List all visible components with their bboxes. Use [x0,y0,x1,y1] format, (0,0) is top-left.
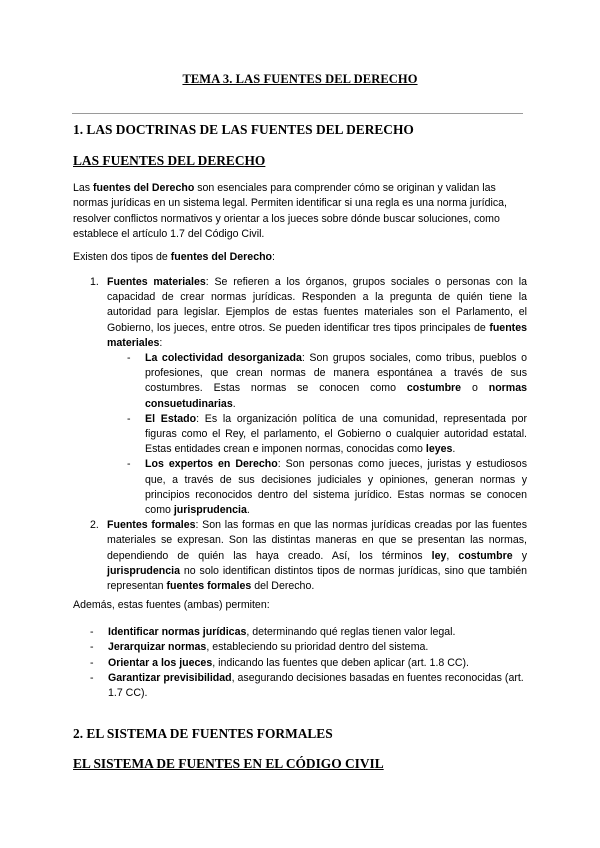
dash-bullet: - [127,412,131,425]
list-item: 1. Fuentes materiales: Se refieren a los órganos, grupos sociales o personas con la capacidad de crear normas jurídicas. Responden a la pregunta de quién tiene la autoridad para legislar. Ejemplos de estas fuentes materiales son el Parlamento, el Gobierno, los jueces, entre otros. Se pueden identificar tres tipos principales de fuentes materiales: [90,276,527,349]
list-item: - Orientar a los jueces, indicando las fuentes que deben aplicar (art. 1.8 CC). [90,656,527,671]
dash-bullet: - [127,458,131,471]
bold-term: fuentes del Derecho [170,251,273,263]
section-1-subheading: LAS FUENTES DEL DERECHO [73,153,266,168]
list-item: 2. Fuentes formales: Son las formas en que las normas jurídicas creadas por las fuentes materiales se expresan. Son las distintas maneras en que se presentan las normas, dependiendo de quién las haya creado. Así, los términos ley, costumbre y jurisprudencia no solo identifican distintos tipos de normas jurídicas, sino que también representan fuentes formales del Derecho. [90,519,527,593]
sub-item-label: El Estado [145,412,197,425]
sub-item-label: La colectividad desorganizada [145,352,302,365]
sub-list-item: - La colectividad desorganizada: Son grupos sociales, como tribus, pueblos o profesiones, que crean normas de manera espontánea a través de sus costumbres. Estas normas se conocen como costumbre o normas consuetudinarias. [127,352,528,410]
dash-bullet: - [90,656,94,669]
list-item: - Identificar normas jurídicas, determinando qué reglas tienen valor legal. [90,625,527,640]
dash-bullet: - [127,352,131,365]
list-number: 1. [90,276,99,288]
list-item: - Jerarquizar normas, estableciendo su prioridad dentro del sistema. [90,640,527,655]
also-intro-paragraph: Además, estas fuentes (ambas) permiten: [73,599,270,611]
dash-bullet: - [90,671,94,684]
section-2-subheading: EL SISTEMA DE FUENTES EN EL CÓDIGO CIVIL [73,756,384,771]
list-item-label: Orientar a los jueces [108,656,213,669]
list-item-label: Fuentes materiales [107,276,206,288]
types-intro-paragraph: Existen dos tipos de fuentes del Derecho: [73,251,275,263]
list-item-label: Garantizar previsibilidad [108,671,232,684]
section-1-heading: 1. LAS DOCTRINAS DE LAS FUENTES DEL DERECHO [73,122,414,137]
list-item-label: Jerarquizar normas [108,641,207,654]
types-ordered-list [90,275,527,594]
section-2-heading: 2. EL SISTEMA DE FUENTES FORMALES [73,726,333,741]
sub-list-item: - Los expertos en Derecho: Son personas como jueces, juristas y estudiosos que, a través de sus decisiones judiciales y opiniones, generan normas y principios reconocidos dentro del sistema jurídico. Estas normas se conocen como jurisprudencia. [127,458,527,517]
dash-bullet: - [90,626,94,638]
list-item-label: Fuentes formales [107,519,196,532]
document-title: TEMA 3. LAS FUENTES DEL DERECHO [182,72,418,86]
list-item: - Garantizar previsibilidad, asegurando decisiones basadas en fuentes reconocidas (art. 1.7 CC). [90,671,524,700]
purposes-list [90,625,527,701]
list-number: 2. [90,519,99,532]
sub-item-label: Los expertos en Derecho [145,458,278,471]
list-item-label: Identificar normas jurídicas [108,626,247,638]
horizontal-divider [72,113,523,114]
bold-term: fuentes del Derecho [93,182,195,194]
sub-list-item: - El Estado: Es la organización política de una comunidad, representada por figuras como el Rey, el parlamento, el Gobierno o cualquier autoridad estatal. Estas entidades crean e imponen normas, conocidas como leyes. [127,412,527,456]
dash-bullet: - [90,641,94,654]
intro-paragraph: Las fuentes del Derecho son esenciales para comprender cómo se originan y validan las normas jurídicas en un sistema legal. Permiten identificar si una regla es una norma jurídica, resolver conflictos normativos y orientar a los jueces sobre dónde buscar soluciones, como establece el artículo 1.7 del Código Civil. [73,182,507,240]
